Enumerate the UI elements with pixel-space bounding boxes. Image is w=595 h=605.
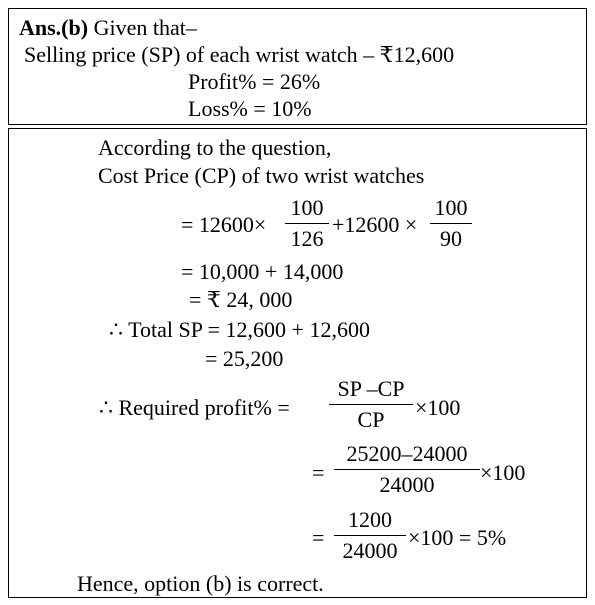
final-result: ×100 = 5%	[408, 525, 507, 550]
fraction-numerator: 25200–24000	[346, 441, 468, 466]
required-profit-label: ∴ Required profit% =	[99, 395, 290, 420]
total-sp-line: ∴ Total SP = 12,600 + 12,600	[109, 317, 370, 342]
fraction-100-over-90	[430, 197, 472, 250]
loss-line: Loss% = 10%	[188, 96, 312, 121]
cost-price-total: = ₹ 24, 000	[189, 287, 293, 312]
fraction-25200-minus-24000-over-24000	[334, 443, 480, 496]
conclusion-line: Hence, option (b) is correct.	[77, 571, 324, 596]
fraction-denominator: 24000	[379, 472, 435, 497]
fraction-denominator: 24000	[342, 538, 398, 563]
fraction-1200-over-24000	[334, 509, 406, 562]
fraction-100-over-126	[285, 197, 329, 250]
total-sp-value: = 25,200	[205, 346, 284, 371]
fraction-numerator: 1200	[348, 507, 392, 532]
times-100-label: ×100	[415, 395, 461, 420]
given-heading	[19, 17, 197, 39]
times-100-label: ×100	[480, 460, 526, 485]
given-box	[8, 8, 587, 125]
fraction-bar	[430, 223, 472, 224]
fraction-numerator: 100	[290, 195, 324, 220]
cost-price-equation-middle: +12600 ×	[332, 212, 418, 237]
fraction-denominator: 90	[440, 226, 462, 251]
fraction-sp-minus-cp-over-cp	[329, 378, 413, 431]
fraction-bar	[329, 404, 413, 405]
equals-sign: =	[312, 525, 325, 550]
fraction-bar	[285, 223, 329, 224]
fraction-denominator: 126	[290, 226, 324, 251]
cost-price-heading: Cost Price (CP) of two wrist watches	[98, 163, 425, 188]
cost-price-sum: = 10,000 + 14,000	[181, 259, 344, 284]
answer-label: Ans.(b)	[19, 15, 89, 40]
cost-price-equation-prefix: = 12600×	[181, 212, 267, 237]
fraction-numerator: 100	[434, 195, 468, 220]
fraction-numerator: SP –CP	[337, 376, 405, 401]
profit-line: Profit% = 26%	[188, 69, 321, 94]
fraction-bar	[334, 535, 406, 536]
fraction-bar	[334, 469, 480, 470]
given-text: Given that–	[88, 15, 197, 40]
solution-intro: According to the question,	[98, 135, 332, 160]
selling-price-line: Selling price (SP) of each wrist watch – ₹12,600	[24, 42, 455, 67]
fraction-denominator: CP	[357, 407, 385, 432]
solution-box	[8, 128, 587, 598]
equals-sign: =	[312, 460, 325, 485]
